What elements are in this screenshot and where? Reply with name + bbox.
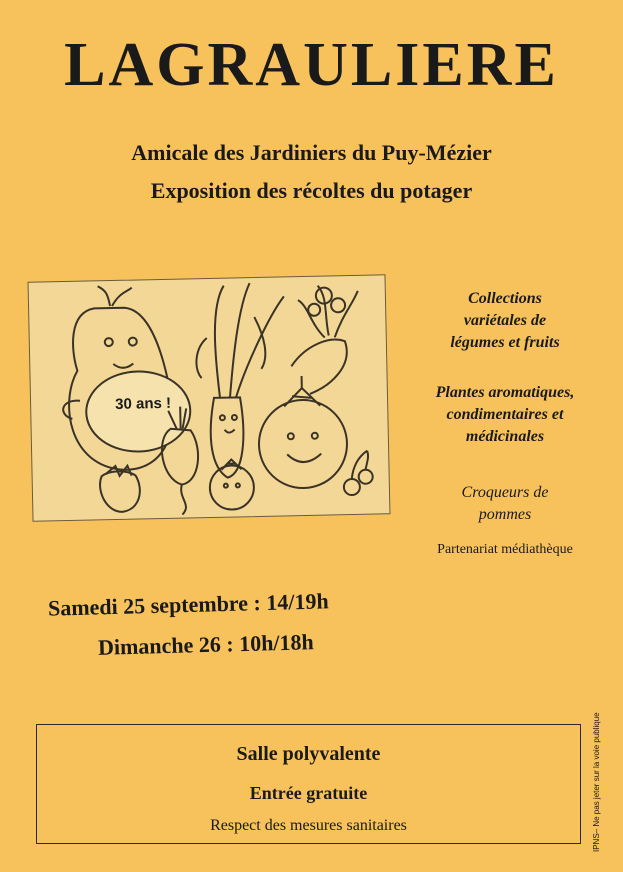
venue-box bbox=[36, 724, 581, 844]
sunday-hours: Dimanche 26 : 10h/18h bbox=[97, 629, 315, 660]
collections-text: Collections variétales de légumes et fruits bbox=[450, 290, 560, 351]
poster-title: LAGRAULIERE bbox=[64, 31, 559, 99]
venue-name: Salle polyvalente bbox=[236, 743, 381, 765]
sanitary-notice: Respect des mesures sanitaires bbox=[210, 817, 407, 834]
partnership-text: Partenariat médiathèque bbox=[437, 542, 573, 557]
entry-info: Entrée gratuite bbox=[249, 783, 368, 803]
event-name: Exposition des récoltes du potager bbox=[150, 178, 473, 203]
vegetables-illustration bbox=[28, 274, 391, 521]
anniversary-bubble: 30 ans ! bbox=[114, 394, 172, 413]
saturday-hours: Samedi 25 septembre : 14/19h bbox=[47, 588, 329, 621]
croqueurs-text: Croqueurs de pommes bbox=[461, 484, 549, 523]
plants-text: Plantes aromatiques, condimentaires et médicinales bbox=[435, 384, 575, 445]
ipns-notice: IPNS– Ne pas jeter sur la voie publique bbox=[592, 712, 601, 852]
association-name: Amicale des Jardiniers du Puy-Mézier bbox=[131, 140, 492, 165]
